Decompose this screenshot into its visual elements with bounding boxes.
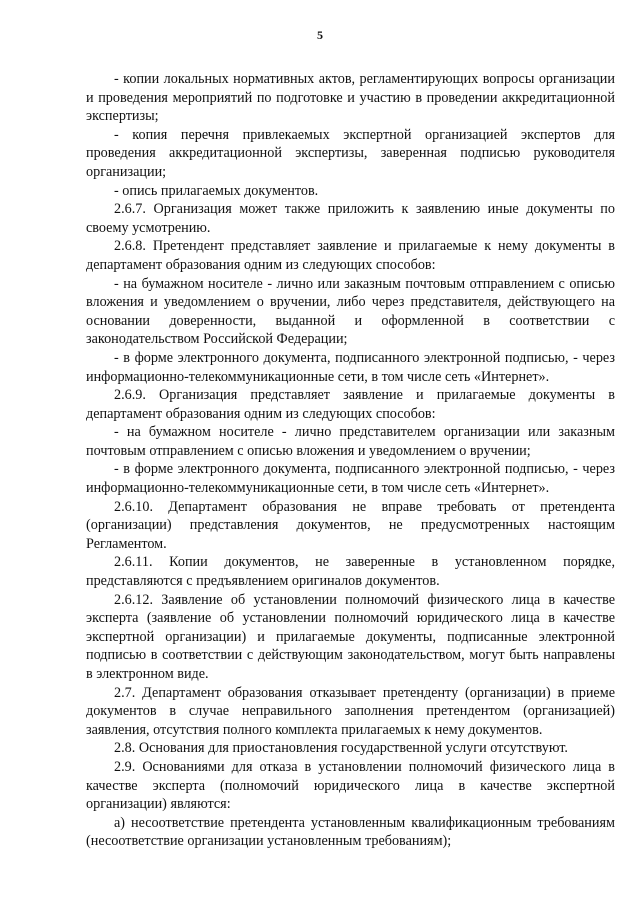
paragraph-electronic-applicant: - в форме электронного документа, подписанного электронной подписью, - через информационно-телекоммуникационные сети, в том числе сеть «Интернет». <box>86 349 615 385</box>
paragraph-2-6-9: 2.6.9. Организация представляет заявление и прилагаемые документы в департамент образования одним из следующих способов: <box>86 387 615 422</box>
paragraph-2-8: 2.8. Основания для приостановления государственной услуги отсутствуют. <box>114 740 568 757</box>
paragraph-2-6-12: 2.6.12. Заявление об установлении полномочий физического лица в качестве эксперта (заявление об установлении полномочий юридического лица в качестве экспертной организации) и прилагаемые документы, подписанные электронной подписью в соответствии с действующим законодательством, могут быть направлены в электронном виде. <box>86 591 615 682</box>
document-body <box>86 70 615 851</box>
paragraph-inventory: - опись прилагаемых документов. <box>114 182 319 199</box>
paragraph-paper-organization: - на бумажном носителе - лично представителем организации или заказным почтовым отправлением с описью вложения и уведомлением о вручении; <box>86 424 615 459</box>
paragraph-paper-applicant: - на бумажном носителе - лично или заказным почтовым отправлением с описью вложения и уведомлением о вручении, либо через представителя, действующего на основании доверенности, выданной и оформленной в соответствии с законодательством Российской Федерации; <box>86 275 615 348</box>
paragraph-2-6-8: 2.6.8. Претендент представляет заявление и прилагаемые к нему документы в департамент образования одним из следующих способов: <box>86 238 615 273</box>
paragraph-2-7: 2.7. Департамент образования отказывает претенденту (организации) в приеме документов в случае неправильного заполнения претендентом (организацией) заявления, отсутствия полного комплекта прилагаемых к нему документов. <box>86 684 615 738</box>
paragraph-2-6-11: 2.6.11. Копии документов, не заверенные в установленном порядке, представляются с предъявлением оригиналов документов. <box>86 554 615 590</box>
paragraph-local-acts: - копии локальных нормативных актов, регламентирующих вопросы организации и проведения мероприятий по подготовке и участию в проведении аккредитационной экспертизы; <box>86 71 615 125</box>
paragraph-2-9: 2.9. Основаниями для отказа в установлении полномочий физического лица в качестве эксперта (полномочий юридического лица в качестве экспертной организации) являются: <box>86 758 615 813</box>
paragraph-2-6-10: 2.6.10. Департамент образования не вправе требовать от претендента (организации) представления документов, не предусмотренных настоящим Регламентом. <box>86 498 615 552</box>
page-number: 5 <box>317 28 323 42</box>
paragraph-electronic-organization: - в форме электронного документа, подписанного электронной подписью, - через информационно-телекоммуникационные сети, в том числе сеть «Интернет». <box>86 461 615 497</box>
paragraph-2-6-7: 2.6.7. Организация может также приложить к заявлению иные документы по своему усмотрению. <box>86 201 615 236</box>
paragraph-experts-list: - копия перечня привлекаемых экспертной организацией экспертов для проведения аккредитационной экспертизы, заверенная подписью руководителя организации; <box>86 126 615 180</box>
paragraph-2-9-a: а) несоответствие претендента установленным квалификационным требованиям (несоответствие организации установленным требованиям); <box>86 814 615 850</box>
